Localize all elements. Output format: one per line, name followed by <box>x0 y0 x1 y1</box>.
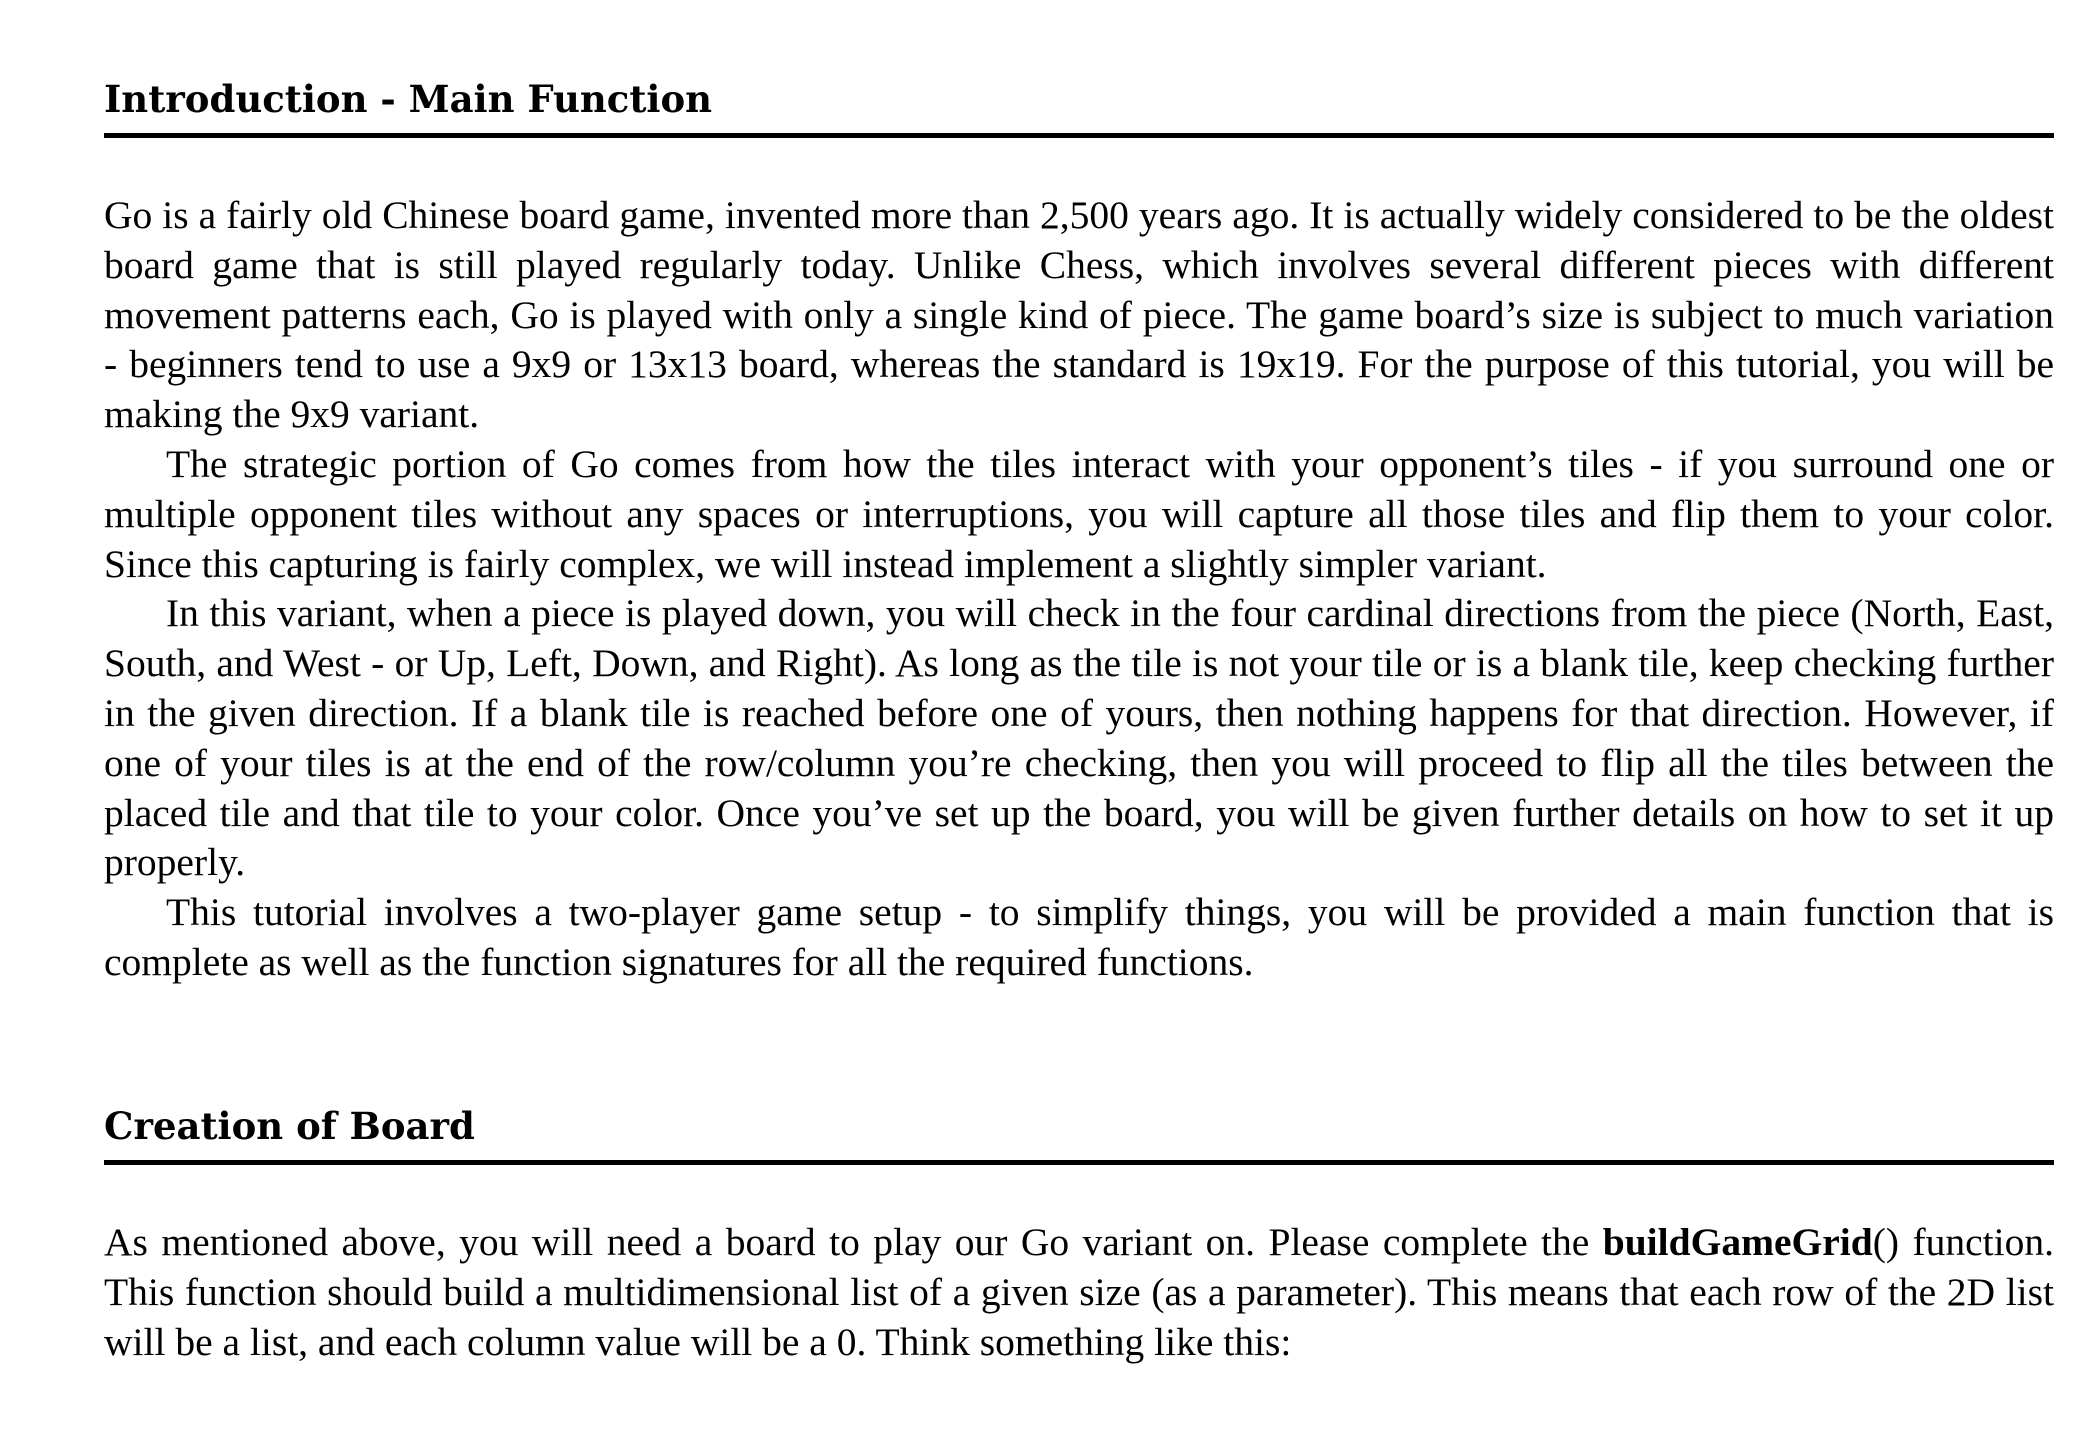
section-divider <box>104 1160 2054 1165</box>
section-body-introduction <box>104 191 2054 988</box>
section-title-introduction: Introduction - Main Function <box>104 77 713 121</box>
section-divider <box>104 133 2054 138</box>
paragraph: Go is a fairly old Chinese board game, invented more than 2,500 years ago. It is actually widely considered to be the oldest board game that is still played regularly today. Unlike Chess, which involves several different pieces with different movement patterns each, Go is played with only a single kind of piece. The game board’s size is subject to much variation - beginners tend to use a 9x9 or 13x13 board, whereas the standard is 19x19. For the purpose of this tutorial, you will be making the 9x9 variant. <box>104 193 2054 437</box>
paragraph-text-after: () function. This function should build a multidimensional list of a given size (as a parameter). This means that each row of the 2D list will be a list, and each column value will be a 0. Think something like this: <box>104 1220 2054 1364</box>
section-title-creation-of-board: Creation of Board <box>104 1104 475 1148</box>
paragraph: This tutorial involves a two-player game setup - to simplify things, you will be provided a main function that is complete as well as the function signatures for all the required functions. <box>104 890 2054 984</box>
paragraph: The strategic portion of Go comes from how the tiles interact with your opponent’s tiles - if you surround one or multiple opponent tiles without any spaces or interruptions, you will capture all those tiles and flip them to your color. Since this capturing is fairly complex, we will instead implement a slightly simpler variant. <box>104 441 2054 586</box>
paragraph-text-before: As mentioned above, you will need a board to play our Go variant on. Please complete the <box>104 1220 1603 1264</box>
paragraph: In this variant, when a piece is played down, you will check in the four cardinal directions from the piece (North, East, South, and West - or Up, Left, Down, and Right). As long as the tile is not your tile or is a blank tile, keep checking further in the given direction. If a blank tile is reached before one of yours, then nothing happens for that direction. However, if one of your tiles is at the end of the row/column you’re checking, then you will proceed to flip all the tiles between the placed tile and that tile to your color. Once you’ve set up the board, you will be given further details on how to set it up properly. <box>104 591 2054 885</box>
function-name: buildGameGrid <box>1602 1220 1873 1264</box>
section-body-creation-of-board <box>104 1218 2054 1367</box>
paragraph <box>104 1218 2054 1367</box>
